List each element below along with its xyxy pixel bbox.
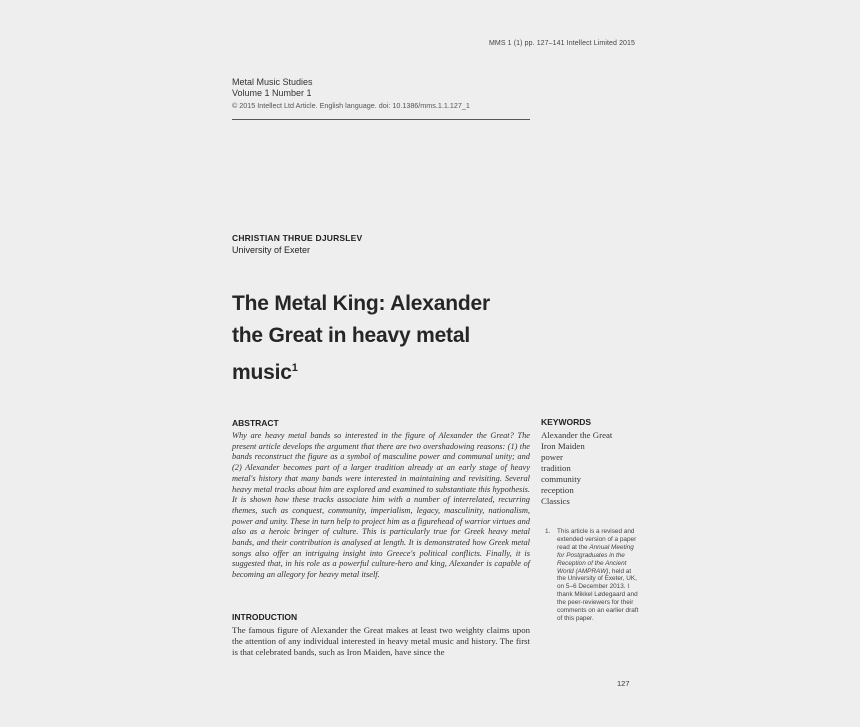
abstract-heading: ABSTRACT (232, 418, 279, 428)
keywords-list (541, 430, 612, 507)
footnote-text-italic: Annual Meeting for Postgraduates in the Reception of the Ancient World (AMPRAW) (557, 543, 634, 575)
abstract-text: Why are heavy metal bands so interested in the figure of Alexander the Great? The present article develops the argument that there are two overshadowing reasons: (1) the bands reconstruct the figure as a symbol of masculine power and communal unity; and (2) Alexander becomes part of a larger tradition already at an early stage of heavy metal's history that many bands were interested in maintaining and revisiting. Several heavy metal tracks about him are explored and examined to substantiate this hypothesis. It is shown how these tracks associate him with a number of interrelated, recurring themes, such as conquest, community, imperialism, legacy, masculinity, nationalism, power and unity. These in turn help to project him as a figurehead of warrior virtues and also as a heroic bringer of culture. This is particularly true for Greek heavy metal bands, and their contribution is analysed at length. It is demonstrated how Greek metal songs also offer an intriguing insight into Greece's political conflicts. Finally, it is suggested that, in his role as a powerful culture-hero and king, Alexander is capable of becoming an allegory for heavy metal itself. (232, 431, 530, 580)
journal-volume: Volume 1 Number 1 (232, 88, 312, 98)
title-line-1: The Metal King: Alexander (232, 292, 490, 315)
author-block (232, 232, 362, 256)
keyword-item: Iron Maiden (541, 441, 585, 451)
keyword-item: reception (541, 485, 574, 495)
footnote-text-a: This article is a revised and extended version of a paper read at the (557, 528, 637, 551)
keyword-item: Alexander the Great (541, 430, 613, 440)
footnote (545, 528, 640, 623)
title-footnote-mark[interactable]: 1 (291, 362, 298, 374)
journal-name: Metal Music Studies (232, 77, 313, 87)
running-head: MMS 1 (1) pp. 127–141 Intellect Limited 2015 (489, 40, 636, 47)
keywords-heading: KEYWORDS (541, 417, 592, 427)
header-rule (232, 119, 530, 120)
keyword-item: power (541, 452, 563, 462)
footnote-number: 1. (545, 528, 551, 535)
copyright-line: © 2015 Intellect Ltd Article. English language. doi: 10.1386/mms.1.1.127_1 (232, 101, 470, 110)
title-line-2: the Great in heavy metal (232, 324, 470, 347)
article-title (232, 288, 532, 389)
keyword-item: Classics (541, 496, 570, 506)
introduction-heading: INTRODUCTION (232, 612, 298, 622)
keyword-item: community (541, 474, 582, 484)
author-affiliation: University of Exeter (232, 245, 311, 255)
keyword-item: tradition (541, 463, 571, 473)
page-number: 127 (617, 679, 630, 688)
journal-info (232, 77, 470, 111)
footnote-text-b: , held at the University of Exeter, UK, on 5–6 December 2013. I thank Mikkel Lødegaard and the peer-reviewers for their comments on an earlier draft of this paper. (557, 567, 639, 622)
title-line-3: music (232, 361, 292, 384)
author-name: CHRISTIAN THRUE DJURSLEV (232, 233, 363, 243)
footnote-text (557, 528, 640, 623)
introduction-text: The famous figure of Alexander the Great makes at least two weighty claims upon the attention of any individual interested in heavy metal music and history. The first is that celebrated bands, such as Iron Maiden, have since the (232, 625, 530, 657)
